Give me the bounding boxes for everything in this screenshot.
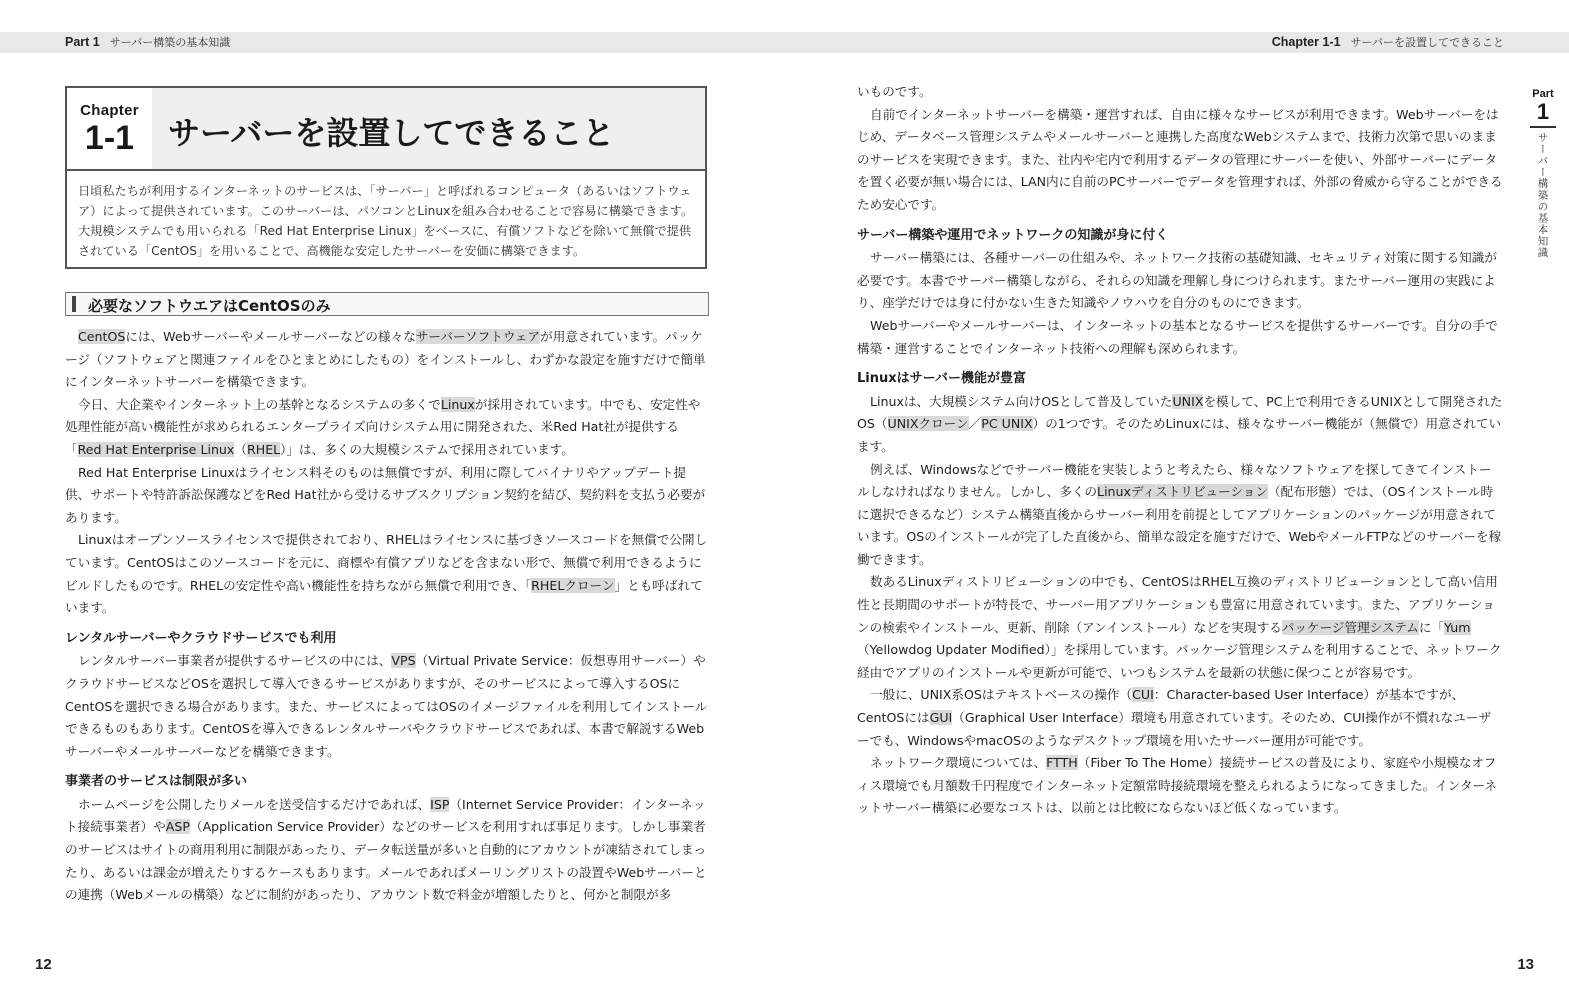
paragraph: Linuxはオープンソースライセンスで提供されており、RHELはライセンスに基づきソースコードを無償で公開しています。CentOSはこのソースコードを元に、商標や有償アプリなどを含まない形で、無償で利用できるようにビルドしたものです。RHELの安定性や高い機能性を持ちながら無償で利用でき、「RHELクローン」とも呼ばれています。: [65, 532, 708, 616]
highlight-term: UNIX: [1172, 393, 1204, 409]
chapter-intro-text: 日頃私たちが利用するインターネットのサービスは、「サーバー」と呼ばれるコンピュータ（あるいはソフトウェア）によって提供されています。このサーバーは、パソコンとLinuxを組み合わせることで容易に構築できます。大規模システムでも用いられる「Red Hat Enterprise Linux」をベースに、有償ソフトなどを除いて無償で提供されている「CentOS」を用いることで、高機能な安定したサーバーを安価に構築できます。: [78, 184, 694, 258]
section-heading: [65, 292, 709, 316]
paragraph: Red Hat Enterprise Linuxはライセンス料そのものは無償ですが、利用に際してバイナリやアップデート提供、サポートや特許訴訟保護などをRed Hat社から受けるサブスクリプション契約を結び、契約料を支払う必要があります。: [65, 464, 706, 525]
header-part-title: サーバー構築の基本知識: [109, 36, 231, 49]
chapter-title-box: [65, 86, 707, 171]
highlight-term: ISP: [430, 796, 450, 812]
paragraph: Linuxは、大規模システム向けOSとして普及していたUNIXを模して、PC上で利用できるUNIXとして開発されたOS（UNIXクローン／PC UNIX）の1つです。そのためLinuxには、様々なサーバー機能が（無償で）用意されています。: [857, 393, 1503, 454]
highlight-term: パッケージ管理システム: [1281, 619, 1419, 635]
part-thumb-tab: [1528, 88, 1558, 259]
chapter-title: サーバーを設置してできること: [168, 114, 615, 152]
tab-vertical-title: サーバー構築の基本知識: [1536, 132, 1549, 259]
chapter-intro-box: [65, 171, 707, 269]
paragraph: Webサーバーやメールサーバーは、インターネットの基本となるサービスを提供するサーバーです。自分の手で構築・運営することでインターネット技術への理解も深められます。: [857, 317, 1498, 356]
highlight-term: Red Hat Enterprise Linux: [77, 441, 235, 457]
paragraph: 自前でインターネットサーバーを構築・運営すれば、自由に様々なサービスが利用できます。Webサーバーをはじめ、データベース管理システムやメールサーバーと連携した高度なWebシステムまで、技術力次第で思いのままのサービスを実現できます。また、社内や宅内で利用するデータの管理にサーバーを使い、外部サーバーにデータを置く必要が無い場合には、LAN内に自前のPCサーバーでデータを管理すれば、外部の脅威から守ることができるため安心です。: [857, 106, 1503, 212]
highlight-term: FTTH: [1046, 755, 1078, 771]
paragraph: いものです。: [857, 84, 932, 99]
paragraph: 数あるLinuxディストリビューションの中でも、CentOSはRHEL互換のディストリビューションとして高い信用性と長期間のサポートが特長で、サーバー用アプリケーションも豊富に用意されています。また、アプリケーションの検索やインストール、更新、削除（アンインストール）などを実現するパッケージ管理システムに「Yum（Yellowdog Updater Modified）」を採用しています。パッケージ管理システムを利用することで、ネットワーク経由でアプリのインストールや更新が可能で、いつもシステムを最新の状態に保つことが容易です。: [857, 574, 1502, 680]
highlight-term: CUI: [1132, 687, 1154, 703]
highlight-term: GUI: [929, 710, 953, 726]
paragraph: ホームページを公開したりメールを送受信するだけであれば、ISP（Internet Service Provider：インターネット接続事業者）やASP（Application Service Provider）などのサービスを利用すれば事足ります。しかし事業者のサービスはサイトの商用利用に制限があったり、データ転送量が多いと自動的にアカウントが凍結されてしまったり、あるいは課金が増えたりするケースもあります。メールであればメーリングリストの設置やWebサーバーとの連携（Webメールの構築）などに制約があったり、アカウント数で料金が増額したりと、何かと制限が多: [65, 796, 707, 903]
tab-part-number: 1: [1536, 99, 1550, 124]
chapter-number-cell: [67, 88, 154, 169]
chapter-word: Chapter: [80, 102, 139, 119]
section-heading-text: 必要なソフトウエアはCentOSのみ: [88, 297, 331, 315]
subheading: 事業者のサービスは制限が多い: [65, 774, 248, 790]
highlight-term: Linuxディストリビューション: [1097, 484, 1268, 500]
highlight-term: VPS: [391, 653, 416, 669]
paragraph: 例えば、Windowsなどでサーバー機能を実装しようと考えたら、様々なソフトウェアを探してきてインストールしなければなりません。しかし、多くのLinuxディストリビューション（配布形態）では、（OSインストール時に選択できるなど）システム構築直後からサーバー利用を前提としてアプリケーションのパッケージが用意されています。OSのインストールが完了した直後から、簡単な設定を施すだけで、WebやメールFTPなどのサーバーを稼働できます。: [857, 461, 1502, 567]
header-part-label: Part 1: [65, 35, 100, 49]
highlight-term: ASP: [165, 819, 190, 835]
highlight-term: RHEL: [246, 441, 281, 457]
running-header-right: [1272, 35, 1504, 50]
paragraph: レンタルサーバー事業者が提供するサービスの中には、VPS（Virtual Private Service：仮想専用サーバー）やクラウドサービスなどOSを選択して導入できるサービスがありますが、そのサービスによって導入するOSにCentOSを選択できる場合があります。また、サービスによってはOSのイメージファイルを利用してインストールできるものもあります。CentOSを導入できるレンタルサーバやクラウドサービスであれば、本書で解説するWebサーバーやメールサーバーなどを構築できます。: [65, 653, 708, 759]
paragraph: 一般に、UNIX系OSはテキストベースの操作（CUI：Character-based User Interface）が基本ですが、CentOSにはGUI（Graphical User Interface）環境も用意されています。そのため、CUI操作が不慣れなユーザーでも、WindowsやmacOSのようなデスクトップ環境を用いたサーバー運用が可能です。: [857, 687, 1492, 748]
subheading: Linuxはサーバー機能が豊富: [857, 371, 1026, 387]
highlight-term: Linux: [440, 396, 475, 412]
right-column: [857, 81, 1503, 820]
tab-divider: [1530, 126, 1556, 128]
chapter-title-cell: [152, 88, 705, 169]
chapter-number: 1-1: [84, 119, 135, 157]
highlight-term: Yum: [1444, 619, 1471, 635]
page-number-left: 12: [35, 956, 52, 973]
section-heading-bar: [72, 296, 76, 312]
paragraph: ネットワーク環境については、FTTH（Fiber To The Home）接続サービスの普及により、家庭や小規模なオフィス環境でも月額数千円程度でインターネット定額常時接続環境を整えられるようになってきました。インターネットサーバー構築に必要なコストは、以前とは比較にならないほど低くなっています。: [857, 755, 1498, 816]
paragraph: CentOSには、Webサーバーやメールサーバーなどの様々なサーバーソフトウェアが用意されています。パッケージ（ソフトウェアと関連ファイルをひとまとめにしたもの）をインストールし、わずかな設定を施すだけで簡単にインターネットサーバーを構築できます。: [65, 329, 706, 390]
highlight-term: UNIXクローン: [887, 416, 969, 432]
highlight-term: CentOS: [78, 329, 126, 344]
page-number-right: 13: [1517, 956, 1534, 973]
tab-part-label: Part: [1532, 88, 1554, 100]
subheading: サーバー構築や運用でネットワークの知識が身に付く: [857, 227, 1169, 243]
header-chapter-title: サーバーを設置してできること: [1350, 36, 1504, 49]
running-header-left: [65, 35, 230, 50]
highlight-term: RHELクローン: [531, 577, 615, 593]
highlight-term: サーバーソフトウェア: [415, 329, 541, 344]
left-column: [65, 326, 711, 907]
paragraph: サーバー構築には、各種サーバーの仕組みや、ネットワーク技術の基礎知識、セキュリティ対策に関する知識が必要です。本書でサーバー構築しながら、それらの知識を理解し身につけられます。またサーバー運用の実践により、座学だけでは身に付かない生きた知識やノウハウを自分のものにできます。: [857, 250, 1497, 311]
paragraph: 今日、大企業やインターネット上の基幹となるシステムの多くでLinuxが採用されています。中でも、安定性や処理性能が高い機能性が求められるエンタープライズ向けシステム用に開発された、米Red Hat社が提供する「Red Hat Enterprise Linux（RHEL）」は、多くの大規模システムで採用されています。: [65, 396, 701, 457]
subheading: レンタルサーバーやクラウドサービスでも利用: [65, 630, 337, 646]
header-chapter-label: Chapter 1-1: [1271, 35, 1341, 49]
highlight-term: PC UNIX: [981, 416, 1033, 432]
